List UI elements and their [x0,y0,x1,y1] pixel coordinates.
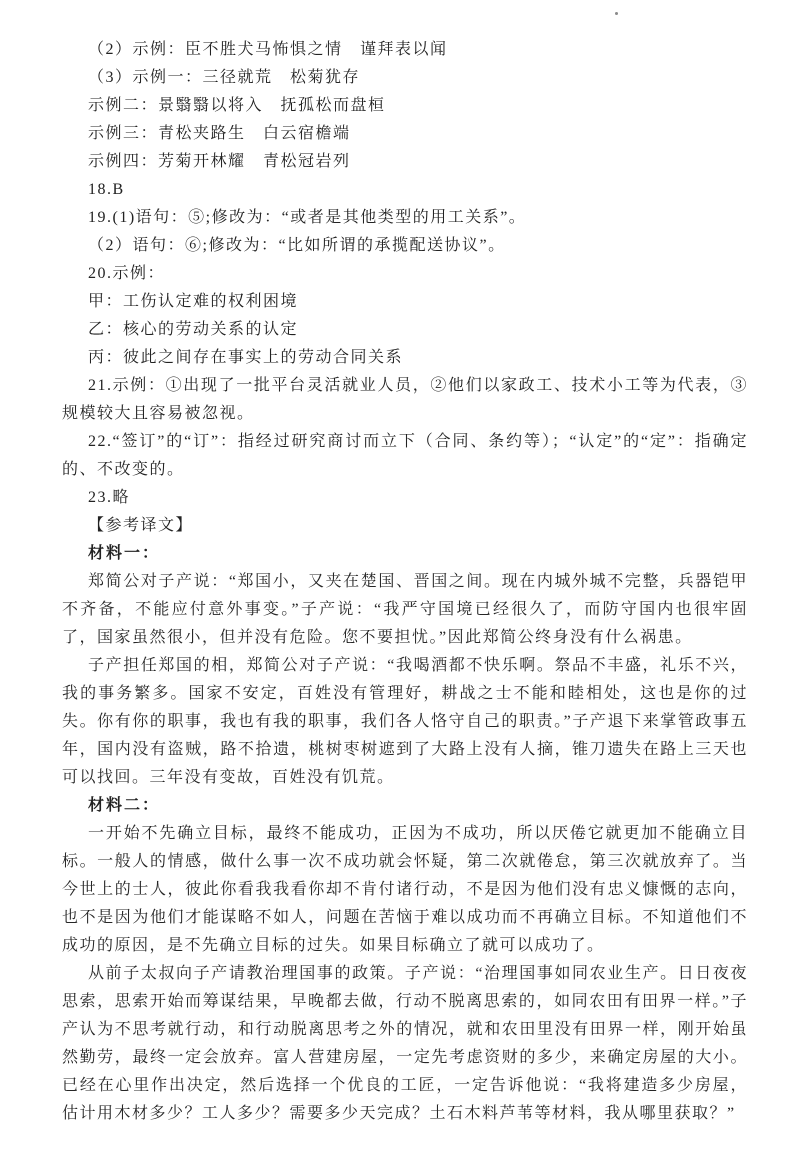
answer-23: 23.略 [88,489,131,506]
answer-20-jia: 甲：工伤认定难的权利困境 [88,293,299,310]
answer-17-3-ex3: 示例三：青松夹路生 白云宿檐端 [88,125,351,142]
answer-18: 18.B [88,181,125,198]
reference-translation-heading: 【参考译文】 [88,517,194,534]
answer-19-2: （2）语句：⑥;修改为：“比如所谓的承揽配送协议”。 [88,237,506,254]
answer-17-3-ex4: 示例四：芳菊开林耀 青松冠岩列 [88,153,351,170]
answer-22: 22.“签订”的“订”：指经过研究商讨而立下（合同、条约等）；“认定”的“定”：指确定的、不改变的。 [62,433,748,478]
material-1-paragraph-2: 子产担任郑国的相，郑简公对子产说：“我喝酒都不快乐啊。祭品不丰盛，礼乐不兴，我的事务繁多。国家不安定，百姓没有管理好，耕战之士不能和睦相处，这也是你的过失。你有你的职事，我也有我的职事，我们各人恪守自己的职责。”子产退下来掌管政事五年，国内没有盗贼，路不拾遗，桃树枣树遮到了大路上没有人摘，锥刀遗失在路上三天也可以找回。三年没有变故，百姓没有饥荒。 [62,657,748,786]
answer-20-bing: 丙：彼此之间存在事实上的劳动合同关系 [88,349,404,366]
answer-20-yi: 乙：核心的劳动关系的认定 [88,321,299,338]
answer-17-3-ex1: （3）示例一：三径就荒 松菊犹存 [88,69,361,86]
scan-artifact-dot [615,12,618,15]
material-2-heading: 材料二： [88,797,161,814]
material-2-paragraph-1: 一开始不先确立目标，最终不能成功，正因为不成功，所以厌倦它就更加不能确立目标。一般人的情感，做什么事一次不成功就会怀疑，第二次就倦怠，第三次就放弃了。当今世上的士人，彼此你看我我看你却不肯付诸行动，不是因为他们没有忠义慷慨的志向，也不是因为他们才能谋略不如人，问题在苦恼于难以成功而不再确立目标。不知道他们不成功的原因，是不先确立目标的过失。如果目标确立了就可以成功了。 [62,825,748,954]
answer-21: 21.示例：①出现了一批平台灵活就业人员，②他们以家政工、技术小工等为代表，③规模较大且容易被忽视。 [62,377,748,422]
answer-19-1: 19.(1)语句：⑤;修改为：“或者是其他类型的用工关系”。 [88,209,527,226]
material-1-heading: 材料一： [88,545,161,562]
material-1-paragraph-1: 郑简公对子产说：“郑国小，又夹在楚国、晋国之间。现在内城外城不完整，兵器铠甲不齐备，不能应付意外事变。”子产说：“我严守国境已经很久了，而防守国内也很牢固了，国家虽然很小，但并没有危险。您不要担忧。”因此郑简公终身没有什么祸患。 [62,573,748,646]
answer-17-2: （2）示例：臣不胜犬马怖惧之情 谨拜表以闻 [88,41,448,58]
answer-17-3-ex2: 示例二：景翳翳以将入 抚孤松而盘桓 [88,97,386,114]
material-2-paragraph-2: 从前子太叔向子产请教治理国事的政策。子产说：“治理国事如同农业生产。日日夜夜思索，思索开始而筹谋结果，早晚都去做，行动不脱离思索的，如同农田有田界一样。”子产认为不思考就行动，和行动脱离思考之外的情况，就和农田里没有田界一样，刚开始虽然勤劳，最终一定会放弃。富人营建房屋，一定先考虑资财的多少，来确定房屋的大小。已经在心里作出决定，然后选择一个优良的工匠，一定告诉他说：“我将建造多少房屋，估计用木材多少？工人多少？需要多少天完成？土石木料芦苇等材料，我从哪里获取？” [62,965,748,1122]
answer-20-label: 20.示例： [88,265,166,282]
